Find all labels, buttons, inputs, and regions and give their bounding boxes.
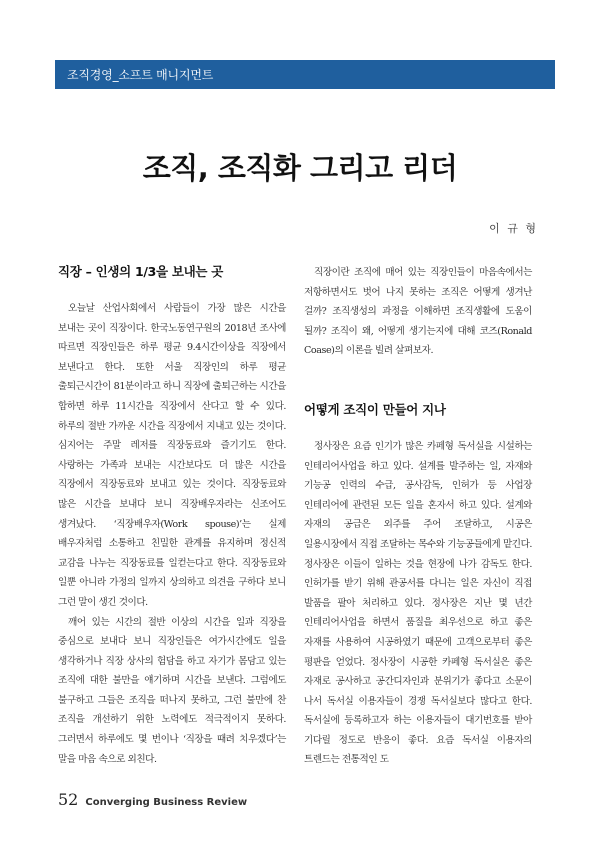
section-spacer [304, 361, 532, 401]
page-footer [58, 790, 247, 809]
left-column [58, 263, 286, 769]
category-label: 조직경영_소프트 매니지먼트 [67, 68, 214, 82]
author-name: 이 규 형 [489, 222, 538, 235]
right-column [304, 263, 532, 770]
category-banner [55, 60, 555, 89]
page-number: 52 [58, 790, 79, 809]
paragraph: 오늘날 산업사회에서 사람들이 가장 많은 시간을 보내는 곳이 직장이다. 한국노동연구원의 2018년 조사에 따르면 직장인들은 하루 평균 9.4시간이상을 직장에서 보낸다고 한다. 또한 서울 직장인의 하루 평균 출퇴근시간이 81분이라고 하니 직장에 출퇴근하는 시간을 합하면 하루 11시간을 직장에서 산다고 할 수 있다. 하루의 절반 가까운 시간을 직장에서 지내고 있는 것이다. 심지어는 주말 레저를 직장동료와 즐기기도 한다. 사랑하는 가족과 보내는 시간보다도 더 많은 시간을 직장에서 직장동료와 보내고 있는 것이다. 직장동료와 많은 시간을 보내다 보니 직장배우자라는 신조어도 생겨났다. ‘직장배우자(Work spouse)’는 실제 배우자처럼 소통하고 친밀한 관계를 유지하며 정신적 교감을 나누는 직장동료를 일컫는다고 한다. 직장동료와 일뿐 아니라 가정의 일까지 상의하고 의견을 구하다 보니 그런 말이 생긴 것이다. [58, 303, 286, 608]
paragraph: 깨어 있는 시간의 절반 이상의 시간을 일과 직장을 중심으로 보내다 보니 직장인들은 여가시간에도 일을 생각하거나 직장 상사의 험담을 하고 자기가 몸담고 있는 조직에 대한 불만을 얘기하며 시간을 보낸다. 그럼에도 불구하고 그들은 조직을 떠나지 못하고, 그런 불만에 찬 조직을 개선하기 위한 노력에도 적극적이지 못하다. 그러면서 하루에도 몇 번이나 ‘직장을 때려 치우겠다’는 말을 마음 속으로 외친다. [58, 616, 286, 765]
section-heading-organization: 어떻게 조직이 만들어 지나 [304, 401, 446, 417]
section-heading-workplace: 직장 – 인생의 1/3을 보내는 곳 [58, 264, 224, 279]
paragraph: 정사장은 요즘 인기가 많은 카페형 독서실을 시설하는 인테리어사업을 하고 있다. 설계를 발주하는 일, 자재와 기능공 인력의 수급, 공사감독, 인허가 등 사업장 인테리어에 관련된 모든 일을 혼자서 하고 있다. 설계와 자재의 공급은 외주를 주어 조달하고, 시공은 일용시장에서 직접 조달하는 목수와 기능공들에게 맡긴다. 정사장은 이들이 일하는 것을 현장에 나가 감독도 한다. 인허가를 받기 위해 관공서를 다니는 일은 자신이 직접 발품을 팔아 처리하고 있다. 정사장은 지난 몇 년간 인테리어사업을 하면서 품질을 최우선으로 하고 좋은 자재를 사용하여 시공하였기 때문에 고객으로부터 좋은 평판을 얻었다. 정사장이 시공한 카페형 독서실은 좋은 자재로 공사하고 공간디자인과 분위기가 좋다고 소문이 나서 독서실 이용자들이 경쟁 독서실보다 많다고 한다. 독서실에 등록하고자 하는 이용자들이 대기번호를 받아 기다릴 정도로 반응이 좋다. 요즘 독서실 이용자의 트렌드는 전통적인 도 [304, 440, 532, 766]
intro-paragraph: 직장이란 조직에 매어 있는 직장인들이 마음속에서는 저항하면서도 벗어 나지 못하는 조직은 어떻게 생겨난 걸까? 조직생성의 과정을 이해하면 조직생활에 도움이 될까? 조직이 왜, 어떻게 생기는지에 대해 코즈(Ronald Coase)의 이론을 빌려 살펴보자. [304, 267, 532, 357]
journal-name: Converging Business Review [85, 797, 248, 808]
article-title: 조직, 조직화 그리고 리더 [142, 151, 458, 185]
